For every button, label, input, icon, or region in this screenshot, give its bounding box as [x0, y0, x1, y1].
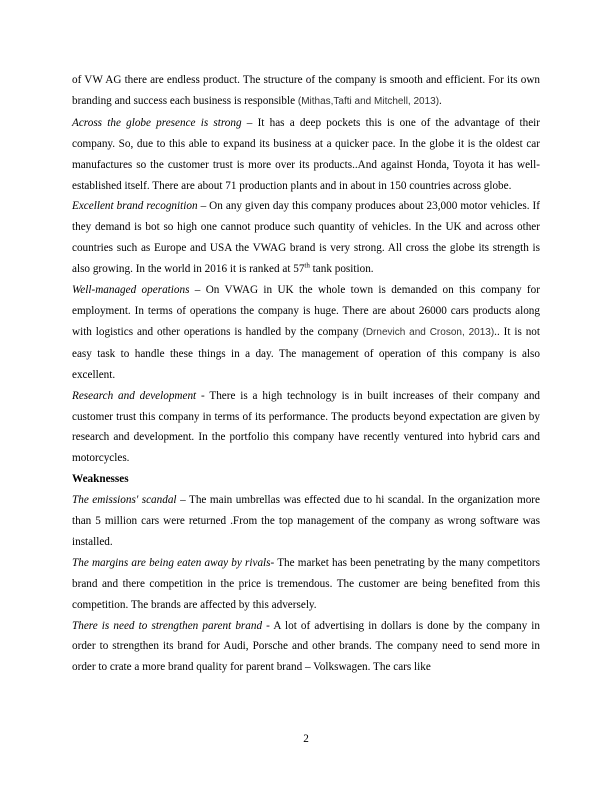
- strength-text: – On any given day this company produces about 23,000 motor vehicles. If they demand is bot so high one cannot produce such quantity of vehicles. In the UK and across other countries such as Europe and USA the VWAG brand is very strong. All cross the globe its strength is also growing. In the world in 2016 it is ranked at 57: [72, 200, 540, 276]
- intro-paragraph: [72, 70, 540, 113]
- weakness-text: The market has been penetrating by the many competitors brand and there competition in the price is tremendous. The customer are being benefited from this competition. The brands are affected by this adversely.: [72, 556, 540, 611]
- strength-paragraph-operations: [72, 280, 540, 386]
- intro-end: .: [439, 94, 442, 107]
- strength-title: Well-managed operations: [72, 284, 190, 297]
- weakness-text: A lot of advertising in dollars is done by the company in order to strengthen its brand for Audi, Porsche and other brands. The company need to send more in order to crate a more brand quality for parent brand – Volkswagen. The cars like: [72, 619, 541, 674]
- strength-title: Across the globe presence is strong: [72, 116, 242, 129]
- strength-text: – On VWAG in UK the whole town is demanded on this company for employment. In terms of operations the company is huge. There are about 26000 cars products along with logistics and other operations is handled by the company: [72, 284, 540, 338]
- ordinal-superscript: th: [304, 261, 310, 270]
- weakness-paragraph-parent-brand: [72, 616, 540, 679]
- citation: (Drnevich and Croson, 2013): [362, 326, 495, 338]
- weakness-paragraph-emissions: [72, 490, 540, 553]
- weakness-title: The margins are being eaten away by rivals-: [72, 556, 275, 569]
- strength-title: Research and development -: [72, 389, 205, 402]
- weakness-text: – The main umbrellas was effected due to hi scandal. In the organization more than 5 million cars were returned .From the top management of the company as wrong software was installed.: [72, 494, 540, 548]
- document-page: [72, 70, 540, 678]
- citation: (Mithas,Tafti and Mitchell, 2013): [297, 95, 440, 107]
- strength-text-after: .. It is not easy task to handle these things in a day. The management of operation of this company is also excellent.: [72, 325, 540, 381]
- weakness-paragraph-margins: [72, 553, 540, 616]
- weakness-title: There is need to strengthen parent brand -: [72, 619, 270, 632]
- strength-paragraph-brand-recognition: [72, 196, 540, 280]
- weaknesses-heading: Weaknesses: [72, 473, 129, 486]
- strength-text: There is a high technology is in built increases of their company and customer trust this company in terms of its performance. The products beyond expectation are given by research and development. In the portfolio this company have recently ventured into hybrid cars and motorcycles.: [72, 389, 541, 465]
- strength-title: Excellent brand recognition: [72, 200, 198, 213]
- intro-text: of VW AG there are endless product. The structure of the company is smooth and efficient. For its own branding and success each business is responsible: [72, 74, 540, 107]
- strength-text: – It has a deep pockets this is one of the advantage of their company. So, due to this able to expand its business at a quicker pace. In the globe it is the oldest car manufactures so the customer trust is more over its products..And against Honda, Toyota it has well-established itself. There are about 71 production plants and in about in 150 countries across globe.: [72, 116, 540, 192]
- page-number: 2: [303, 733, 309, 745]
- strength-paragraph-global-presence: [72, 113, 540, 197]
- weakness-title: The emissions' scandal: [72, 494, 177, 507]
- strength-text-after: tank position.: [309, 263, 374, 276]
- strength-paragraph-research: [72, 386, 540, 470]
